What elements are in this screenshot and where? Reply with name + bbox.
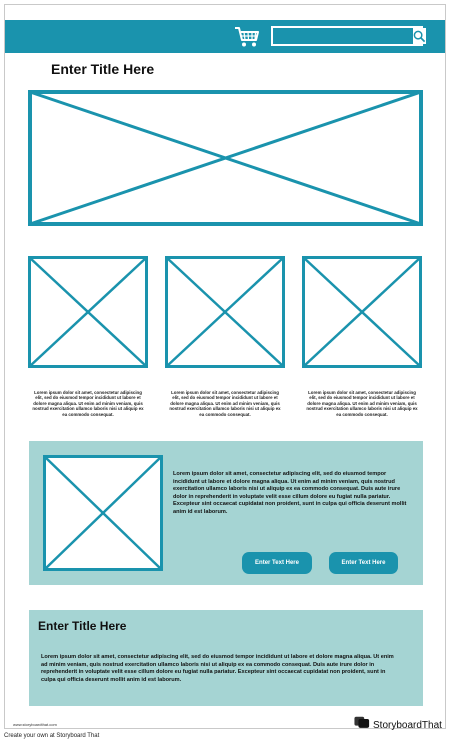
footer-url[interactable]: www.storyboardthat.com: [13, 722, 57, 727]
image-placeholder-2: [165, 256, 285, 368]
search-icon[interactable]: [413, 28, 426, 44]
caption-3: Lorem ipsum dolor sit amet, consectetur adipiscing elit, sed do eiusmod tempor incididunt ut labore et dolore magna aliqua. Ut enim ad minim veniam, quis nostrud exercitation ullamco laboris nisi ut aliquip ex ea commodo consequat.: [306, 390, 418, 417]
header-bar: [5, 20, 445, 53]
caption-1: Lorem ipsum dolor sit amet, consectetur adipiscing elit, sed do eiusmod tempor incididunt ut labore et dolore magna aliqua. Ut enim ad minim veniam, quis nostrud exercitation ullamco laboris nisi ut aliquip ex ea commodo consequat.: [32, 390, 144, 417]
image-placeholder-1: [28, 256, 148, 368]
feature-section: [29, 441, 423, 585]
brand-name: StoryboardThat: [373, 719, 442, 731]
section-body-text: Lorem ipsum dolor sit amet, consectetur adipiscing elit, sed do eiusmod tempor incididunt ut labore et dolore magna aliqua. Ut enim ad minim veniam, quis nostrud exercitation ullamco laboris nisi ut aliquip ex ea commodo consequat. Duis aute irure dolor in reprehenderit in voluptate velit esse cillum dolore eu fugiat nulla pariatur. Excepteur sint occaecat cupidatat non proident, sunt in culpa qui officia deserunt mollit anim id est laborum.: [41, 654, 394, 683]
feature-image-placeholder: [43, 455, 163, 571]
hero-image-placeholder: [28, 90, 423, 226]
brand-logo[interactable]: [354, 716, 442, 734]
image-placeholder-3: [302, 256, 422, 368]
text-section: [29, 610, 423, 706]
feature-button-1[interactable]: Enter Text Here: [242, 552, 312, 574]
feature-button-2[interactable]: Enter Text Here: [329, 552, 398, 574]
caption-2: Lorem ipsum dolor sit amet, consectetur adipiscing elit, sed do eiusmod tempor incididunt ut labore et dolore magna aliqua. Ut enim ad minim veniam, quis nostrud exercitation ullamco laboris nisi ut aliquip ex ea commodo consequat.: [169, 390, 281, 417]
feature-text: Lorem ipsum dolor sit amet, consectetur adipiscing elit, sed do eiusmod tempor incididunt ut labore et dolore magna aliqua. Ut enim ad minim veniam, quis nostrud exercitation ullamco laboris nisi ut aliquip ex ea commodo consequat. Duis aute irure dolor in reprehenderit in voluptate velit esse cillum dolore eu fugiat nulla pariatur. Excepteur sint occaecat cupidatat non proident, sunt in culpa qui officia deserunt mollit anim id est laborum.: [173, 471, 407, 515]
wireframe-page: [4, 4, 446, 729]
page-title: Enter Title Here: [51, 61, 155, 77]
section-title: Enter Title Here: [38, 619, 127, 633]
search-input[interactable]: [273, 28, 413, 44]
search-box: [271, 26, 423, 46]
credit-text[interactable]: Create your own at Storyboard That: [4, 733, 100, 739]
storyboard-logo-icon: [354, 716, 370, 734]
shopping-cart-icon[interactable]: [234, 26, 260, 48]
